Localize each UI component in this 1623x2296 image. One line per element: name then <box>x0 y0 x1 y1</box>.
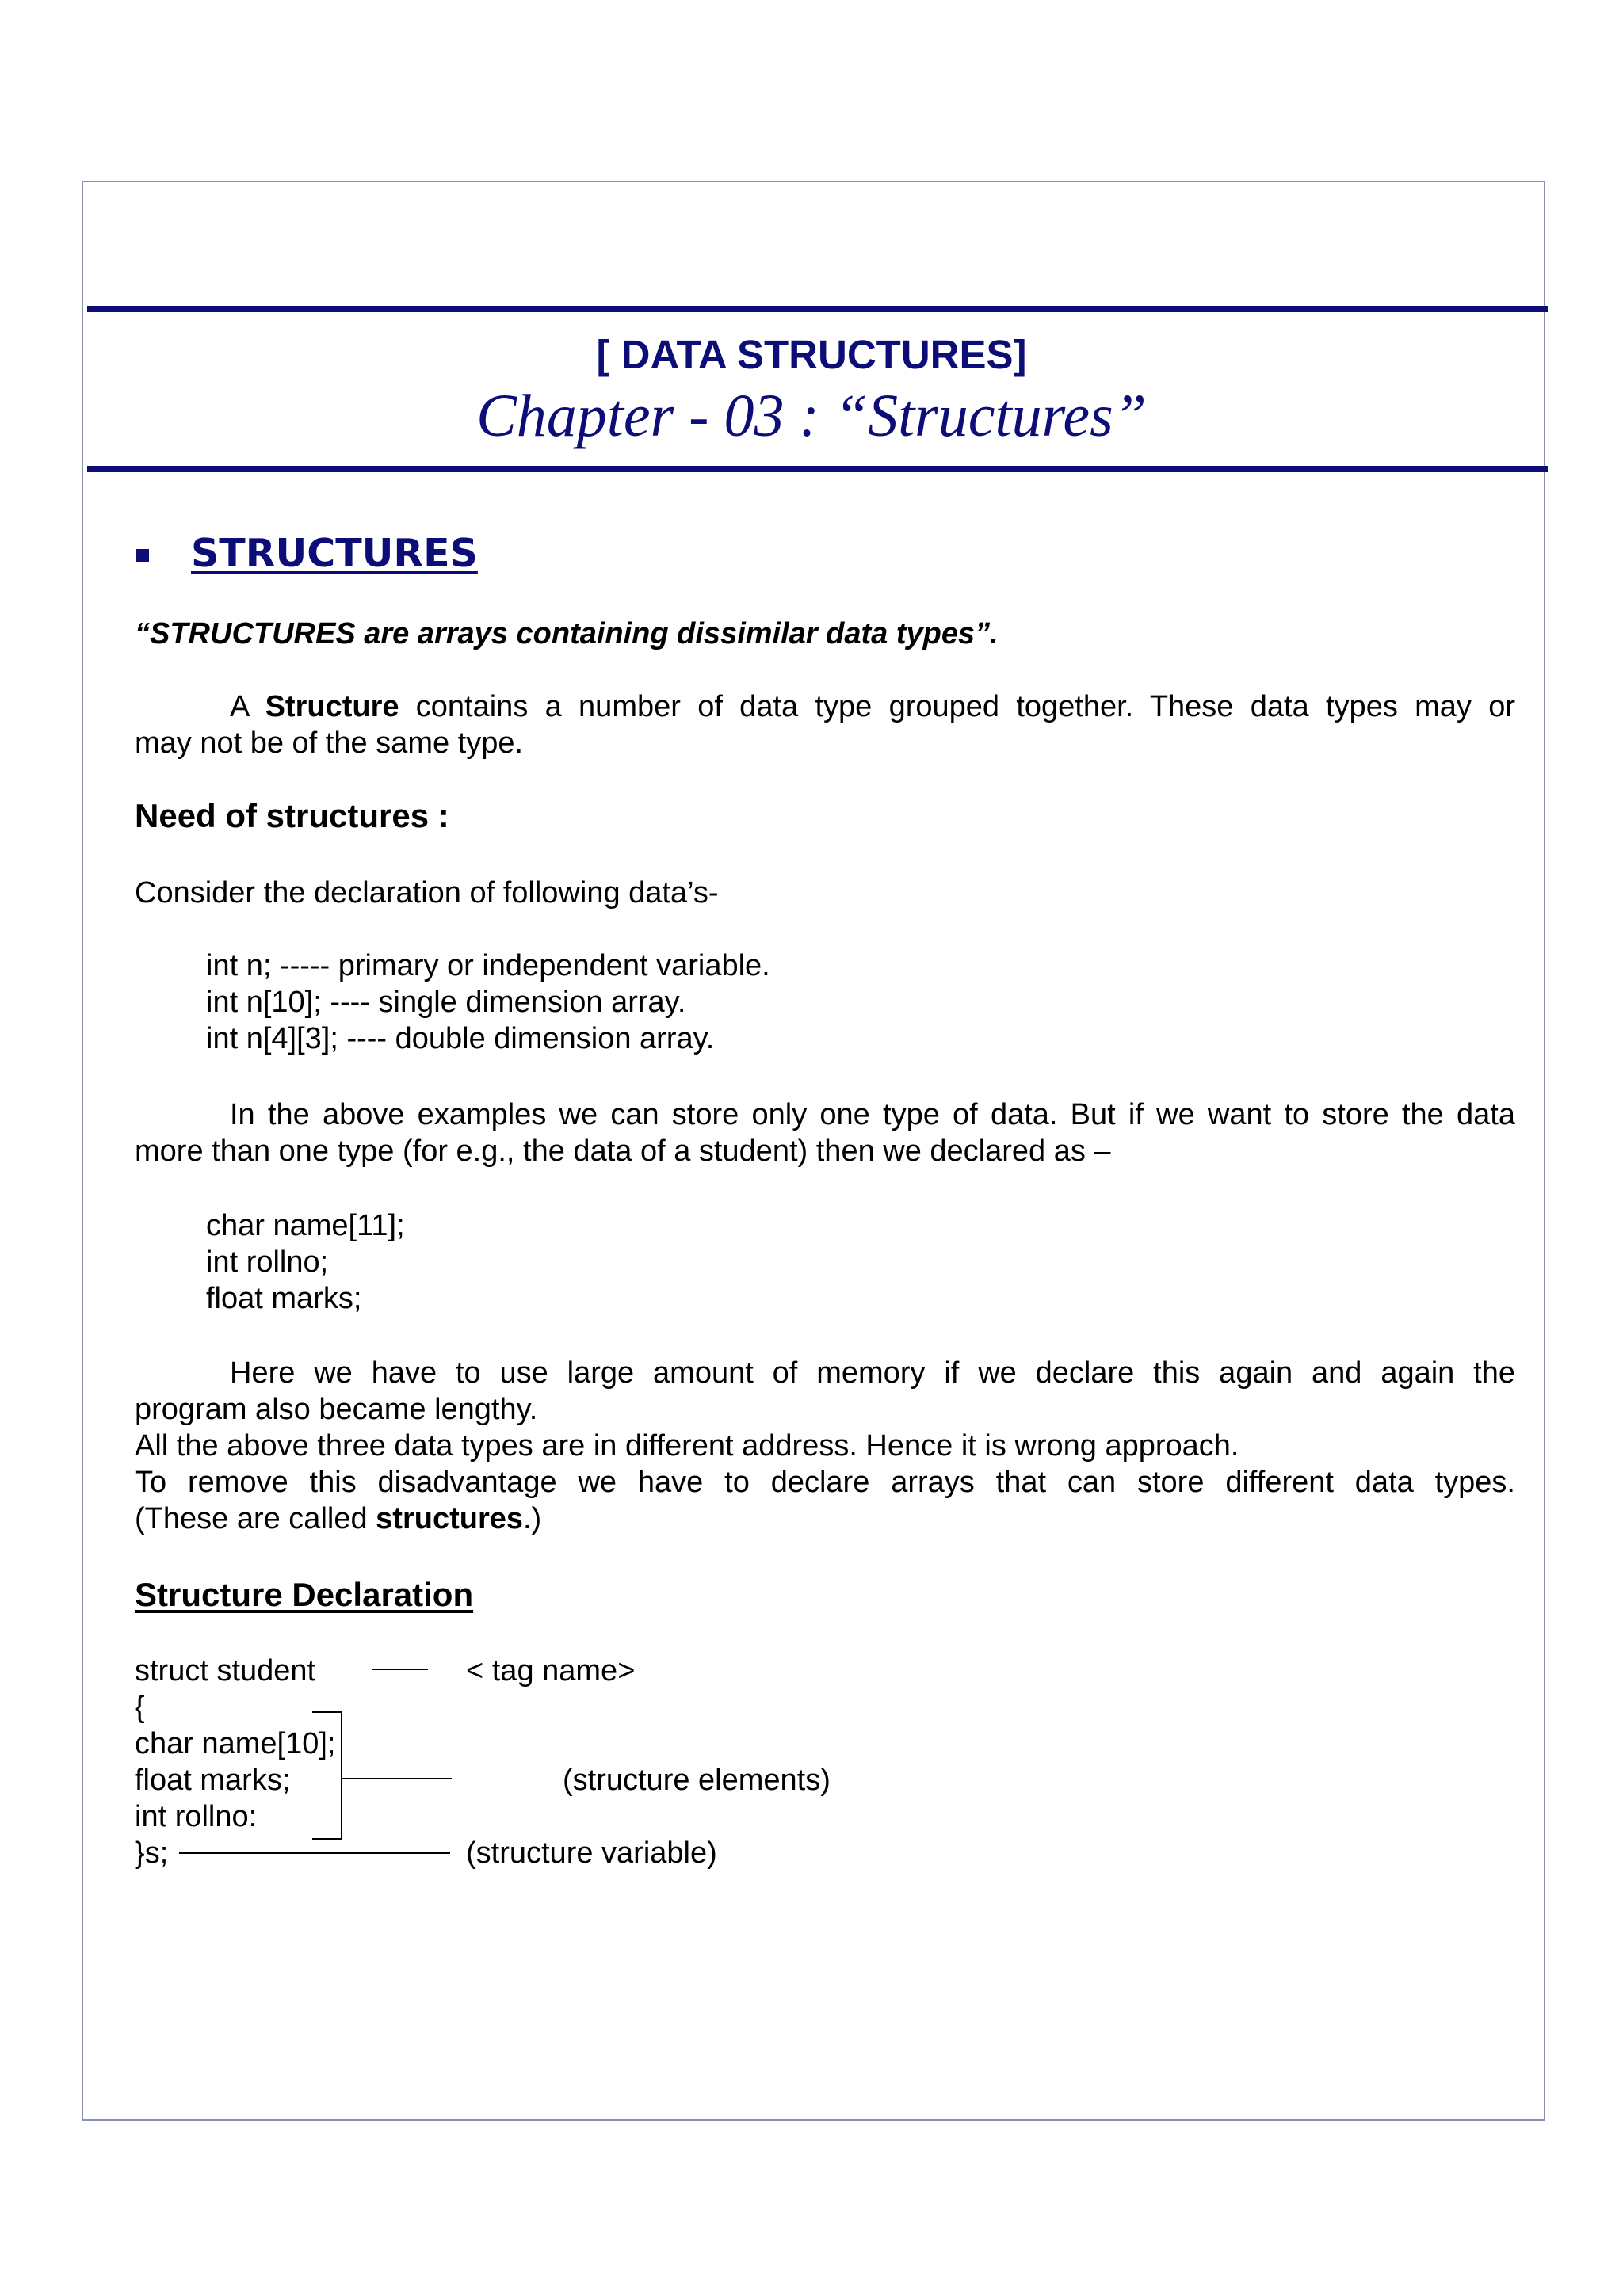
code-line-close: }s; <box>135 1836 169 1870</box>
student-decl-1: char name[11]; <box>206 1209 405 1242</box>
code-line-open-brace: { <box>135 1691 145 1724</box>
student-decl-3: float marks; <box>206 1282 362 1315</box>
code-line-marks: float marks; <box>135 1764 291 1797</box>
code-line-name: char name[10]; <box>135 1727 336 1760</box>
section-title: STRUCTURES <box>191 531 478 576</box>
header-rule-bottom <box>87 466 1548 472</box>
code-line-rollno: int rollno: <box>135 1800 258 1833</box>
structure-variable-label: (structure variable) <box>466 1836 717 1870</box>
header-subject: [ DATA STRUCTURES] <box>596 332 1027 377</box>
bracket-vertical-line <box>341 1711 342 1840</box>
need-heading: Need of structures : <box>135 797 449 834</box>
memory-paragraph: Here we have to use large amount of memory if we declare this again and again the program also became lengthy. All the above three data types are in different address. Hence it is wrong approach. To remove this disadvantage we have to declare arrays that can store different data types. (These are called structures.) <box>135 1356 1515 1535</box>
example-line-1: int n; ----- primary or independent variable. <box>206 949 770 982</box>
intro-paragraph: A Structure contains a number of data type grouped together. These data types may or may not be of the same type. <box>135 690 1515 760</box>
code-line-struct: struct student <box>135 1654 316 1688</box>
bracket-top-line <box>312 1711 342 1713</box>
example-line-3: int n[4][3]; ---- double dimension array. <box>206 1022 715 1055</box>
explanation-paragraph: In the above examples we can store only one type of data. But if we want to store the data more than one type (for e.g., the data of a student) then we declared as – <box>135 1098 1515 1168</box>
variable-connector-line <box>179 1852 450 1854</box>
structure-elements-label: (structure elements) <box>563 1764 831 1797</box>
tag-connector-line <box>372 1669 428 1670</box>
tag-name-label: < tag name> <box>466 1654 636 1688</box>
bracket-bottom-line <box>312 1838 342 1840</box>
header-rule-top <box>87 306 1548 312</box>
student-decl-2: int rollno; <box>206 1245 329 1279</box>
declaration-heading: Structure Declaration <box>135 1576 474 1613</box>
example-line-2: int n[10]; ---- single dimension array. <box>206 986 686 1019</box>
consider-text: Consider the declaration of following data’s- <box>135 876 719 910</box>
definition-quote: “STRUCTURES are arrays containing dissimilar data types”. <box>135 617 999 650</box>
bullet-square-icon <box>136 549 149 562</box>
elements-connector-line <box>342 1778 452 1779</box>
chapter-title: Chapter - 03 : “Structures” <box>476 383 1147 449</box>
